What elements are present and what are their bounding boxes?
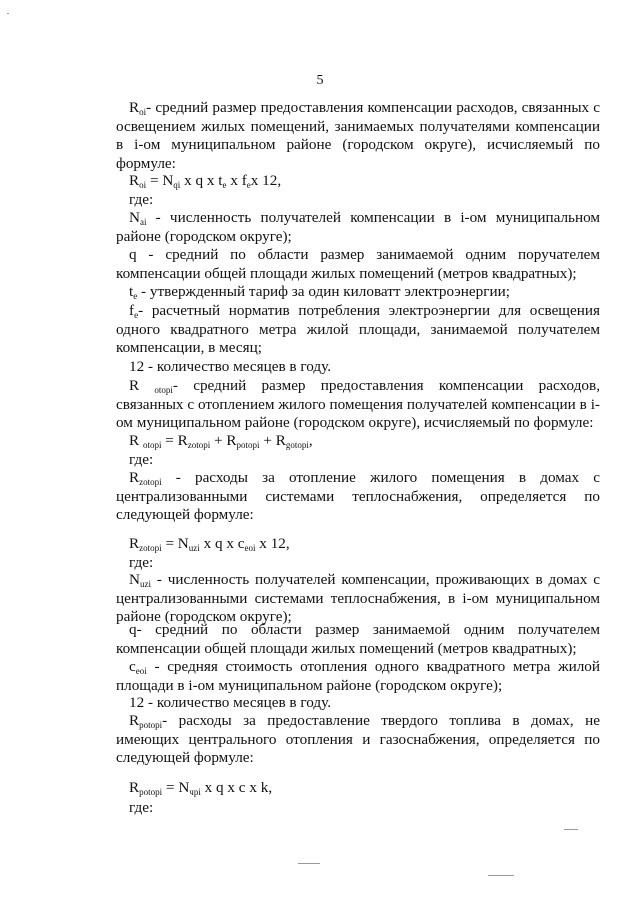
where-label: где: <box>129 451 154 468</box>
variable-n-ai: $N_{ai}$ - численность получателей компенсации в i-ом муниципальном районе (городском округе); <box>116 209 600 245</box>
where-label: где: <box>129 799 154 816</box>
scan-speck <box>298 863 320 864</box>
scan-speck <box>564 829 578 830</box>
where-label: где: <box>129 554 154 571</box>
variable-f-e: $f_e-$ расчетный норматив потребления электроэнергии для освещения одного квадратного метра жилой площади, занимаемой получателем компенсации, в месяц; <box>116 302 600 357</box>
variable-t-e: $t_e$ - утвержденный тариф за один киловатт электроэнергии; <box>129 283 510 301</box>
definition-r-otopi: R $_{otopi}$- средний размер предоставления компенсации расходов, связанных с отоплением жилого помещения получателей компенсации в i-ом муниципальном районе (городском округе), исчисляемый по формуле: <box>116 377 600 432</box>
formula-r-oi: $R_{oi} = N_{qi}$ x q x $t_e$ x $f_ex$ 12, <box>129 172 282 190</box>
variable-n-uzi: $N_{uzi}$ - численность получателей компенсации, проживающих в домах с централизованными системами теплоснабжения, в i-ом муниципальном районе (городском округе); <box>116 571 600 626</box>
variable-12-months-2: 12 - количество месяцев в году. <box>129 694 332 711</box>
definition-r-oi: $R_{oi}-$ средний размер предоставления компенсации расходов, связанных с освещением жилых помещений, занимаемых получателями компенсации в i-ом муниципальном районе (городском округе), исчисляемый по формуле: <box>116 99 600 172</box>
variable-12-months: 12 - количество месяцев в году. <box>129 358 332 375</box>
variable-q: q - средний по области размер занимаемой одним поручателем компенсации общей площади жилых помещений (метров квадратных); <box>116 246 600 282</box>
scan-speck <box>488 875 514 876</box>
scan-speck <box>7 13 9 14</box>
variable-q2: q- средний по области размер занимаемой одним получателем компенсации общей площади жилых помещений (метров квадратных); <box>116 621 600 657</box>
definition-r-potopi: $R_{potopi}-$ расходы за предоставление твердого топлива в домах, не имеющих центрального отопления и газоснабжения, определяется по следующей формуле: <box>116 712 600 767</box>
formula-r-potopi: $R_{potopi} = N_{чpi}$ x q x c x k, <box>129 779 273 797</box>
definition-r-zotopi: $R_{zotopi}$ - расходы за отопление жилого помещения в домах с централизованными системами теплоснабжения, определяется по следующей формуле: <box>116 469 600 524</box>
where-label: где: <box>129 191 154 208</box>
variable-c-eoi: $c_{eoi}$ - средняя стоимость отопления одного квадратного метра жилой площади в i-ом муниципальном районе (городском округе); <box>116 658 600 694</box>
page-number: 5 <box>316 73 324 88</box>
formula-r-zotopi: $R_{zotopi} = N_{uzi}$ x q x $c_{eoi}$ x 12, <box>129 535 290 553</box>
formula-r-otopi: R $_{otopi} = R_{zotopi} + R_{potopi} + R_{gotopi}$, <box>129 432 313 450</box>
